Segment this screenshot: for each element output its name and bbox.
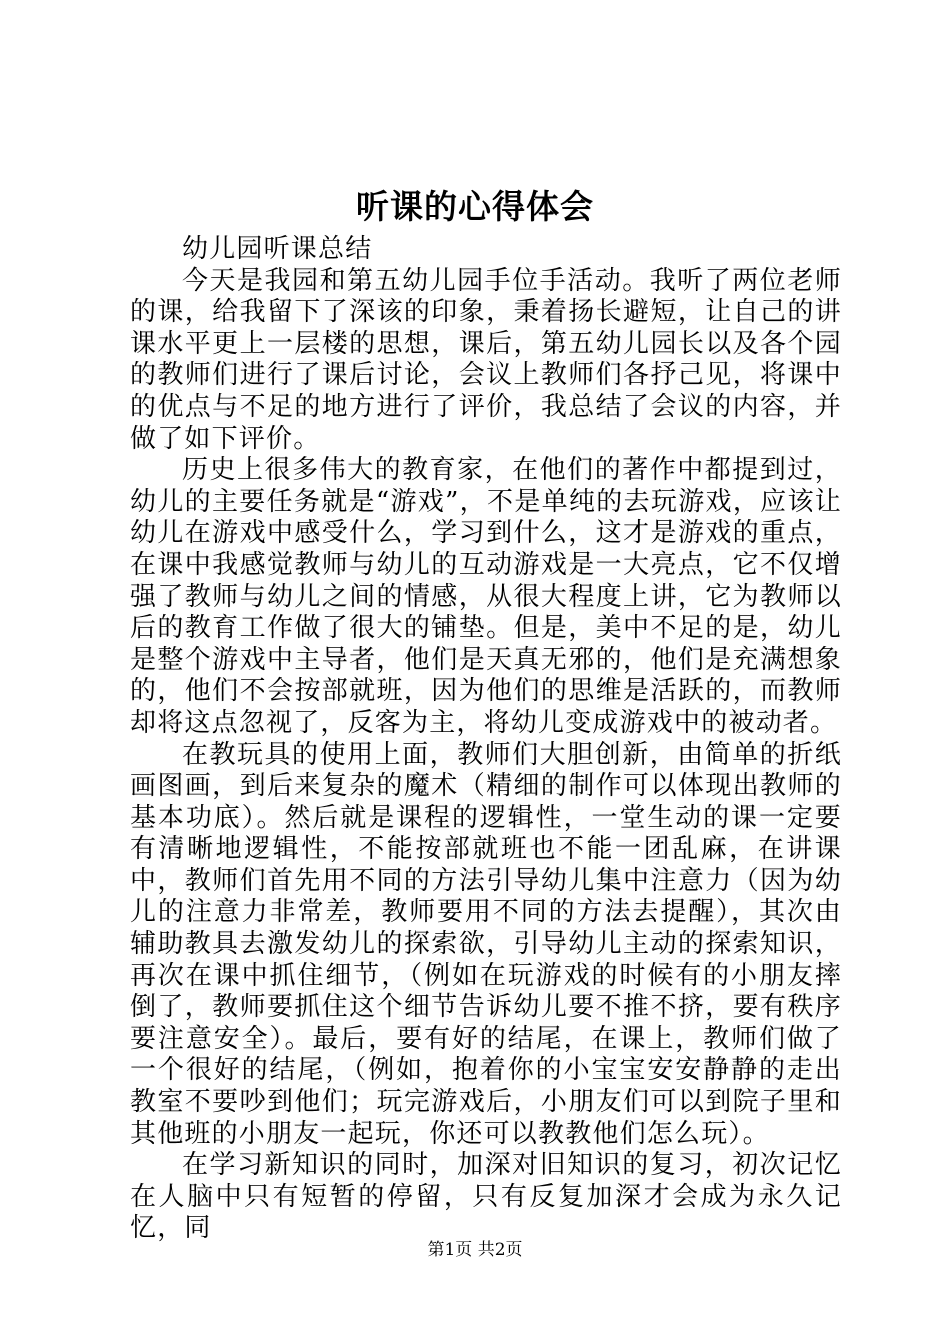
paragraph: 历史上很多伟大的教育家，在他们的著作中都提到过，幼儿的主要任务就是“游戏”，不是单纯的去玩游戏，应该让幼儿在游戏中感受什么，学习到什么，这才是游戏的重点，在课中我感觉教师与幼儿的互动游戏是一大亮点，它不仅增强了教师与幼儿之间的情感，从很大程度上讲，它为教师以后的教育工作做了很大的铺垫。但是，美中不足的是，幼儿是整个游戏中主导者，他们是天真无邪的，他们是充满想象的，他们不会按部就班，因为他们的思维是活跃的，而教师却将这点忽视了，反客为主，将幼儿变成游戏中的被动者。 — [130, 455, 842, 738]
paragraph-subtitle: 幼儿园听课总结 — [182, 234, 373, 264]
paragraph: 今天是我园和第五幼儿园手位手活动。我听了两位老师的课，给我留下了深该的印象，秉着扬长避短，让自己的讲课水平更上一层楼的思想，课后，第五幼儿园长以及各个园的教师们进行了课后讨论，会议上教师们各抒己见，将课中的优点与不足的地方进行了评价，我总结了会议的内容，并做了如下评价。 — [130, 265, 842, 454]
paragraph: 在学习新知识的同时，加深对旧知识的复习，初次记忆在人脑中只有短暂的停留，只有反复加深才会成为永久记忆，同 — [130, 1150, 842, 1244]
document-body — [130, 234, 842, 1245]
page-number-footer: 第1页 共2页 — [427, 1240, 523, 1260]
paragraph: 在教玩具的使用上面，教师们大胆创新，由简单的折纸画图画，到后来复杂的魔术（精细的制作可以体现出教师的基本功底）。然后就是课程的逻辑性，一堂生动的课一定要有清晰地逻辑性，不能按部就班也不能一团乱麻，在讲课中，教师们首先用不同的方法引导幼儿集中注意力（因为幼儿的注意力非常差，教师要用不同的方法去提醒），其次由辅助教具去激发幼儿的探索欲，引导幼儿主动的探索知识，再次在课中抓住细节，（例如在玩游戏的时候有的小朋友摔倒了，教师要抓住这个细节告诉幼儿要不推不挤，要有秩序要注意安全）。最后，要有好的结尾，在课上，教师们做了一个很好的结尾，（例如，抱着你的小宝宝安安静静的走出教室不要吵到他们；玩完游戏后，小朋友们可以到院子里和其他班的小朋友一起玩，你还可以教教他们怎么玩）。 — [130, 739, 842, 1149]
document-title: 听课的心得体会 — [356, 187, 594, 226]
